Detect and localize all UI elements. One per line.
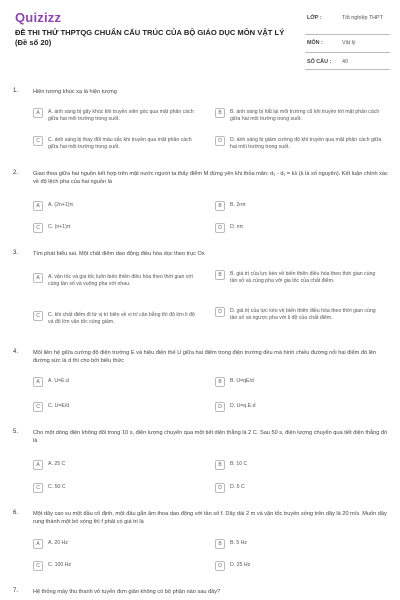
option-letter-box: B [215, 377, 225, 387]
option-text: C. ánh sáng bị thay đổi màu sắc khi truyền qua mặt phân cách giữa hai môi trường trong suốt. [48, 137, 192, 150]
option-text: D. 5 C [230, 484, 245, 490]
option-letter-box: C [33, 311, 43, 321]
option-letter-box: C [33, 561, 43, 571]
option-text: B. 2nπ [230, 202, 246, 208]
option-text: A. 20 Hz [48, 540, 68, 546]
option-letter-box: A [33, 539, 43, 549]
worksheet-meta [305, 12, 390, 70]
option-letter-box: D [215, 136, 225, 146]
option-text: A. U=E.d [48, 378, 69, 384]
option-text: C. (n+1)π [48, 224, 71, 230]
option-text: A. (2n+1)π [48, 202, 74, 208]
option-letter-box: D [215, 402, 225, 412]
option-letter-box: C [33, 483, 43, 493]
option-letter-box: D [215, 561, 225, 571]
option-letter-box: A [33, 201, 43, 211]
document-title: ĐỀ THI THỬ THPTQG CHUẨN CẤU TRÚC CỦA BỘ GIÁO DỤC MÔN VẬT LÝ (Đề số 20) [15, 28, 285, 47]
option-text: D. ánh sáng bị giảm cường độ khi truyền qua mặt phân cách giữa hai môi trường trong suốt. [230, 137, 382, 150]
option-letter-box: A [33, 460, 43, 470]
question-text: Hệ thống máy thu thanh vô tuyến đơn giản không có bộ phận nào sau đây? [33, 589, 221, 595]
option-letter-box: B [215, 108, 225, 118]
option-text: B. 5 Hz [230, 540, 248, 546]
option-text: C. U=E/d [48, 403, 70, 409]
meta-class-label: LỚP : [307, 15, 322, 21]
meta-subject-row [305, 37, 390, 53]
question-text: Mối liên hệ giữa cường độ điện trường E và hiệu điện thế U giữa hai điểm trong điện trường đều mà hình chiếu đường nối hai điểm đó lên đường sức là d thì cho bởi biểu thức [33, 350, 377, 364]
meta-class-value: Tốt nghiệp THPT [342, 15, 383, 21]
question-text: Cho một dòng điện không đổi trong 10 s, điện lượng chuyển qua một tiết diện thẳng là 2 C. Sau 50 s, điện lượng chuyển qua tiết diện thẳng đó là [33, 430, 388, 444]
meta-count-value: 40 [342, 59, 348, 65]
option-letter-box: A [33, 377, 43, 387]
option-text: C. 100 Hz [48, 562, 72, 568]
question-text: Giao thoa giữa hai nguồn kết hợp trên mặt nước người ta thấy điểm M đứng yên khi thỏa mãn: d₂ - d₁ = kλ (k là số nguyên). Kết luận chính xác về độ lệch pha của hai nguồn là [33, 171, 388, 185]
option-letter-box: D [215, 307, 225, 317]
question-number: 5. [13, 429, 19, 435]
option-letter-box: B [215, 270, 225, 280]
option-letter-box: B [215, 539, 225, 549]
option-text: D. U=q.E.d [230, 403, 256, 409]
option-text: D. nπ [230, 224, 244, 230]
quizizz-logo: Quizizz [15, 10, 62, 25]
question-text: Hiện tượng khúc xạ là hiện tượng [33, 89, 117, 95]
question-number: 6. [13, 510, 19, 516]
question-number: 3. [13, 250, 19, 256]
question-text: Tìm phát biểu sai. Một chất điểm dao động điều hòa dọc theo trục Ox [33, 251, 205, 257]
option-letter-box: B [215, 201, 225, 211]
option-text: B. 10 C [230, 461, 248, 467]
question-number: 2. [13, 170, 19, 176]
option-text: C. khi chất điểm đi từ vị trí biên về vị trí cân bằng thì độ lớn li độ và độ lớn vận tốc cùng giảm. [48, 312, 195, 325]
option-text: A. 25 C [48, 461, 66, 467]
option-text: B. ánh sáng bị hắt lại môi trường cũ khi truyền tới mặt phân cách giữa hai môi trường trong suốt. [230, 109, 380, 122]
option-letter-box: C [33, 223, 43, 233]
question-number: 4. [13, 349, 19, 355]
meta-count-label: SỐ CÂU : [307, 59, 332, 65]
option-letter-box: A [33, 108, 43, 118]
worksheet-header [0, 0, 400, 68]
option-text: B. U=qE/d [230, 378, 254, 384]
option-text: D. giá trị của lực kéo về biến thiên điều hòa theo thời gian cùng tần số và ngược pha với li độ của chất điểm. [230, 308, 376, 321]
meta-subject-value: Vật lý [342, 40, 356, 46]
question-text: Một dây cao su một đầu cố định, một đầu gắn âm thoa dao động với tần số f. Dây dài 2 m và vận tốc truyền sóng trên dây là 20 m/s. Muốn dây rung thành một bó sóng thì f phải có giá trị là [33, 511, 387, 525]
option-text: C. 50 C [48, 484, 66, 490]
option-letter-box: D [215, 483, 225, 493]
meta-subject-label: MÔN : [307, 40, 323, 46]
option-letter-box: B [215, 460, 225, 470]
option-text: D. 25 Hz [230, 562, 251, 568]
option-text: A. ánh sáng bị gãy khúc khi truyền xiên góc qua mặt phân cách giữa hai môi trường trong suốt. [48, 109, 194, 122]
option-text: A. vận tốc và gia tốc luôn biến thiên điều hòa theo thời gian với cùng tần số và vuông pha với nhau. [48, 274, 193, 287]
question-number: 1. [13, 88, 19, 94]
option-letter-box: C [33, 136, 43, 146]
option-text: B. giá trị của lực kéo về biến thiên điều hòa theo thời gian cùng tần số và cùng pha với gia tốc của chất điểm. [230, 271, 376, 284]
meta-class-row [305, 12, 390, 35]
option-letter-box: A [33, 273, 43, 283]
option-letter-box: D [215, 223, 225, 233]
option-letter-box: C [33, 402, 43, 412]
meta-count-row [305, 56, 390, 70]
question-number: 7. [13, 588, 19, 594]
